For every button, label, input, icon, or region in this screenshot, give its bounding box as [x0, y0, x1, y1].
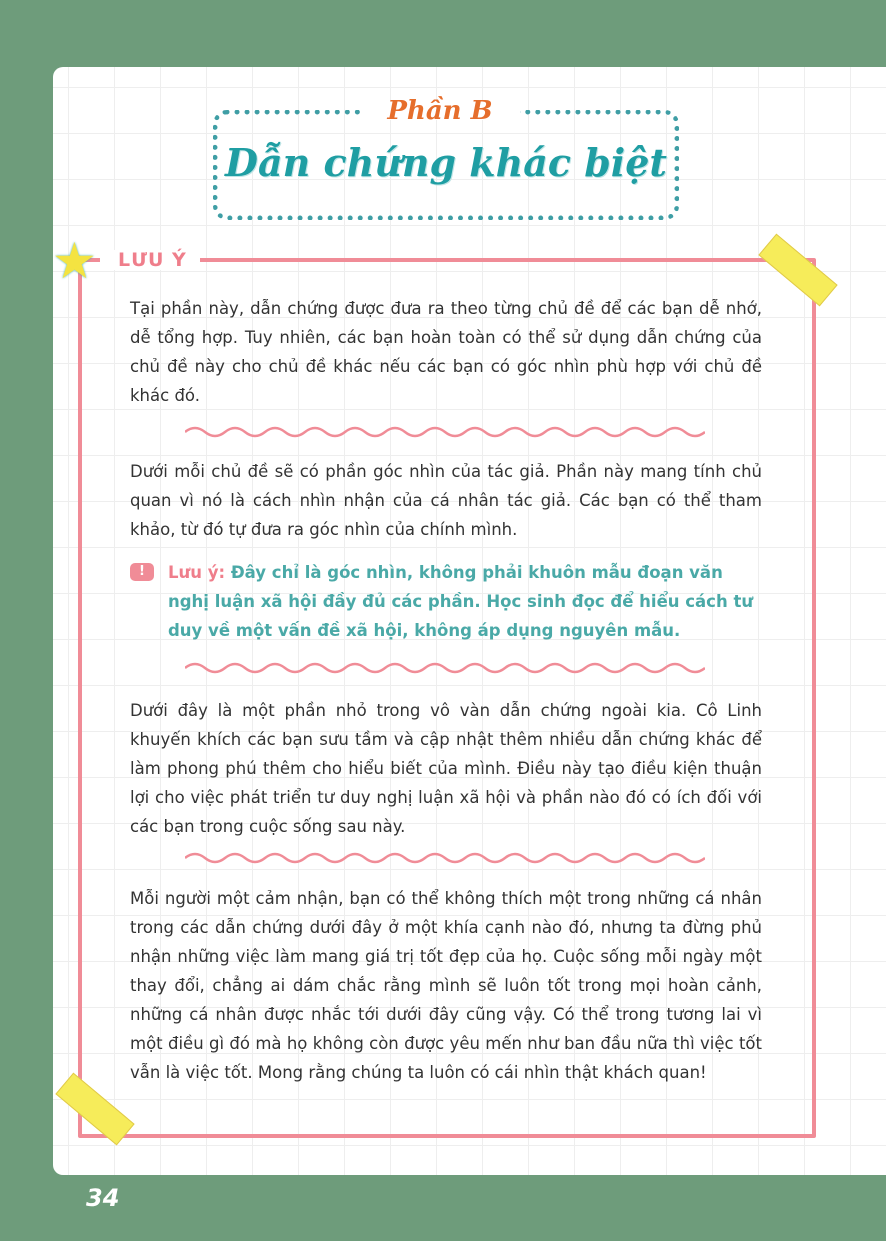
paragraph: Dưới mỗi chủ đề sẽ có phần góc nhìn của tác giả. Phần này mang tính chủ quan vì nó là cách nhìn nhận của cá nhân tác giả. Các bạn có thể tham khảo, từ đó tự đưa ra góc nhìn của chính mình.	[130, 462, 762, 539]
page-title: Dẫn chứng khác biệt	[225, 140, 667, 185]
star-icon: ★	[52, 232, 97, 290]
paragraph: Mỗi người một cảm nhận, bạn có thể không thích một trong những cá nhân trong các dẫn chứng dưới đây ở một khía cạnh nào đó, nhưng ta đừng phủ nhận những việc làm mang giá trị tốt đẹp của họ. Cuộc sống mỗi ngày một thay đổi, chẳng ai dám chắc rằng mình sẽ luôn tốt trong mọi hoàn cảnh, những cá nhân được nhắc tới dưới đây cũng vậy. Có thể trong tương lai vì một điều gì đó mà họ không còn được yêu mến như ban đầu nữa thì việc tốt vẫn là việc tốt. Mong rằng chúng ta luôn có cái nhìn thật khách quan!	[130, 889, 762, 1082]
wavy-divider	[185, 662, 705, 674]
page-number: 34	[86, 1184, 120, 1212]
note-text: Đây chỉ là góc nhìn, không phải khuôn mẫu đoạn văn nghị luận xã hội đầy đủ các phần. Học sinh đọc để hiểu cách tư duy về một vấn đề xã hội, không áp dụng nguyên mẫu.	[168, 563, 754, 640]
section-label: LƯU Ý	[118, 249, 187, 271]
part-label: Phần B	[387, 96, 493, 126]
paragraph: Dưới đây là một phần nhỏ trong vô vàn dẫn chứng ngoài kia. Cô Linh khuyến khích các bạn sưu tầm và cập nhật thêm nhiều dẫn chứng khác để làm phong phú thêm cho hiểu biết của mình. Điều này tạo điều kiện thuận lợi cho việc phát triển tư duy nghị luận xã hội và phần nào đó có ích đối với các bạn trong cuộc sống sau này.	[130, 701, 762, 836]
exclamation-icon: !	[130, 563, 154, 581]
paragraph: Tại phần này, dẫn chứng được đưa ra theo từng chủ đề để các bạn dễ nhớ, dễ tổng hợp. Tuy nhiên, các bạn hoàn toàn có thể sử dụng dẫn chứng của chủ đề này cho chủ đề khác nếu các bạn có góc nhìn phù hợp với chủ đề khác đó.	[130, 299, 762, 405]
note-label: Lưu ý:	[168, 563, 226, 582]
wavy-divider	[185, 852, 705, 864]
wavy-divider	[185, 426, 705, 438]
